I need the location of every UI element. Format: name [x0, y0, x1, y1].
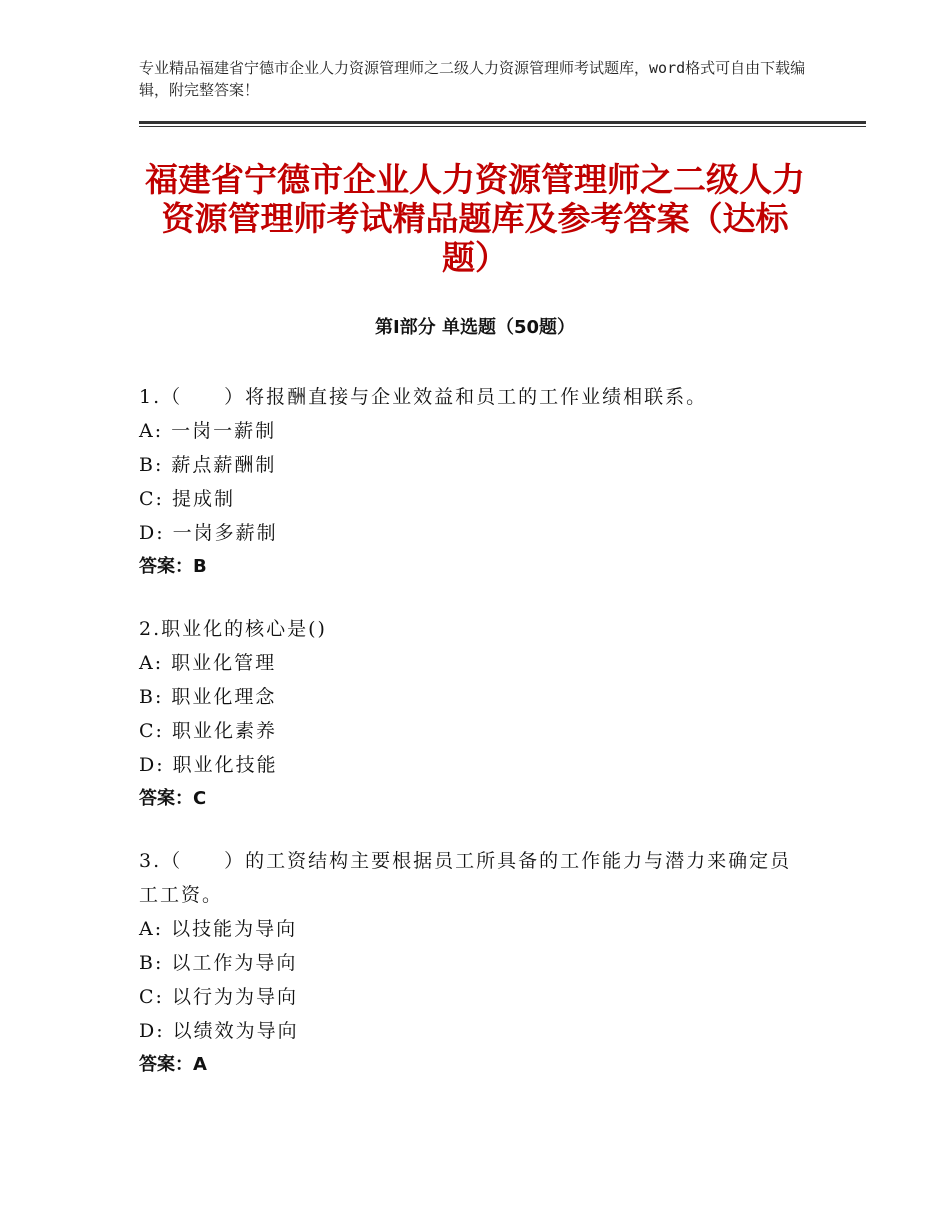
option-b: B: 以工作为导向 — [139, 952, 298, 974]
option-d: D: 职业化技能 — [139, 754, 278, 776]
option-a: A: 一岗一薪制 — [139, 420, 277, 442]
header-rule-thick — [139, 121, 866, 124]
answer: 答案：B — [139, 556, 207, 577]
section-title: 第Ⅰ部分 单选题（50题） — [374, 317, 575, 338]
option-d: D: 一岗多薪制 — [139, 522, 278, 544]
header-rule-thin — [139, 126, 866, 127]
header-note: 专业精品福建省宁德市企业人力资源管理师之二级人力资源管理师考试题库，word格式可自由下载编辑，附完整答案！ — [139, 59, 806, 99]
answer: 答案：C — [139, 788, 207, 809]
answer: 答案：A — [139, 1054, 207, 1075]
option-b: B: 薪点薪酬制 — [139, 454, 277, 476]
option-b: B: 职业化理念 — [139, 686, 277, 708]
question-2 — [139, 612, 819, 816]
question-text: 1.（ ）将报酬直接与企业效益和员工的工作业绩相联系。 — [139, 386, 708, 408]
question-text: 2.职业化的核心是() — [139, 618, 327, 640]
question-3 — [139, 844, 819, 1082]
option-d: D: 以绩效为导向 — [139, 1020, 299, 1042]
option-c: C: 以行为为导向 — [139, 986, 298, 1008]
document-title: 福建省宁德市企业人力资源管理师之二级人力资源管理师考试精品题库及参考答案（达标题） — [145, 160, 805, 277]
question-list — [139, 380, 819, 1110]
option-a: A: 以技能为导向 — [139, 918, 298, 940]
option-a: A: 职业化管理 — [139, 652, 277, 674]
question-text: 3.（ ）的工资结构主要根据员工所具备的工作能力与潜力来确定员工工资。 — [139, 850, 792, 906]
option-c: C: 提成制 — [139, 488, 235, 510]
option-c: C: 职业化素养 — [139, 720, 277, 742]
question-1 — [139, 380, 819, 584]
